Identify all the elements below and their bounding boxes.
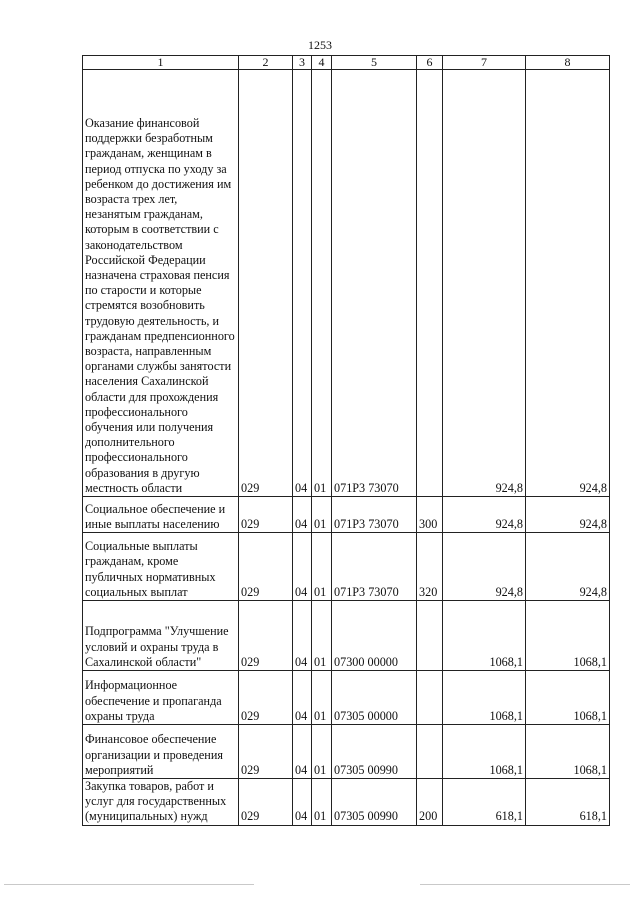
amount-cell: 924,8: [526, 497, 610, 533]
column-header: 3: [293, 56, 312, 70]
section-code-cell: 04: [293, 533, 312, 601]
target-article-cell: 071Р3 73070: [332, 497, 417, 533]
target-article-cell: 07305 00000: [332, 671, 417, 725]
amount-cell: 1068,1: [443, 671, 526, 725]
column-header: 8: [526, 56, 610, 70]
expense-type-cell: 200: [417, 779, 443, 826]
ministry-code-cell: 029: [239, 497, 293, 533]
subsection-code-cell: 01: [312, 533, 332, 601]
column-header: 7: [443, 56, 526, 70]
ministry-code-cell: 029: [239, 601, 293, 671]
row-name-cell: Социальные выплаты гражданам, кроме публичных нормативных социальных выплат: [83, 533, 239, 601]
expense-type-cell: [417, 725, 443, 779]
table-row: [83, 671, 610, 725]
amount-cell: 1068,1: [526, 601, 610, 671]
amount-cell: 924,8: [526, 70, 610, 497]
amount-cell: 924,8: [443, 497, 526, 533]
amount-cell: 618,1: [526, 779, 610, 826]
subsection-code-cell: 01: [312, 70, 332, 497]
row-name-cell: Социальное обеспечение и иные выплаты населению: [83, 497, 239, 533]
expense-type-cell: [417, 601, 443, 671]
table-row: [83, 533, 610, 601]
page-number: 1253: [308, 38, 332, 52]
amount-cell: 924,8: [443, 70, 526, 497]
ministry-code-cell: 029: [239, 70, 293, 497]
subsection-code-cell: 01: [312, 497, 332, 533]
amount-cell: 1068,1: [526, 725, 610, 779]
budget-table: [82, 55, 610, 826]
expense-type-cell: 300: [417, 497, 443, 533]
scan-artifact-line: [4, 884, 254, 885]
section-code-cell: 04: [293, 601, 312, 671]
expense-type-cell: [417, 671, 443, 725]
target-article-cell: 071Р3 73070: [332, 533, 417, 601]
section-code-cell: 04: [293, 725, 312, 779]
amount-cell: 924,8: [443, 533, 526, 601]
row-name-cell: Финансовое обеспечение организации и проведения мероприятий: [83, 725, 239, 779]
section-code-cell: 04: [293, 70, 312, 497]
amount-cell: 924,8: [526, 533, 610, 601]
table-header-row: [83, 56, 610, 70]
table-row: [83, 497, 610, 533]
scan-artifact-line: [420, 884, 630, 885]
amount-cell: 618,1: [443, 779, 526, 826]
row-name-cell: Информационное обеспечение и пропаганда охраны труда: [83, 671, 239, 725]
ministry-code-cell: 029: [239, 533, 293, 601]
ministry-code-cell: 029: [239, 671, 293, 725]
expense-type-cell: [417, 70, 443, 497]
amount-cell: 1068,1: [526, 671, 610, 725]
target-article-cell: 071Р3 73070: [332, 70, 417, 497]
subsection-code-cell: 01: [312, 671, 332, 725]
row-name-cell: Оказание финансовой поддержки безработным гражданам, женщинам в период отпуска по уходу за ребенком до достижения им возраста трех лет, незанятым гражданам, которым в соответствии с законодательством Российской Федерации назначена страховая пенсия по старости и которые стремятся возобновить трудовую деятельность, и гражданам предпенсионного возраста, направленным органами службы занятости населения Сахалинской области для прохождения профессионального обучения или получения дополнительного профессионального образования в другую местность области: [83, 70, 239, 497]
expense-type-cell: 320: [417, 533, 443, 601]
target-article-cell: 07300 00000: [332, 601, 417, 671]
target-article-cell: 07305 00990: [332, 725, 417, 779]
subsection-code-cell: 01: [312, 725, 332, 779]
column-header: 4: [312, 56, 332, 70]
table-row: [83, 779, 610, 826]
ministry-code-cell: 029: [239, 725, 293, 779]
section-code-cell: 04: [293, 779, 312, 826]
table-row: [83, 70, 610, 497]
subsection-code-cell: 01: [312, 601, 332, 671]
column-header: 1: [83, 56, 239, 70]
column-header: 6: [417, 56, 443, 70]
column-header: 2: [239, 56, 293, 70]
amount-cell: 1068,1: [443, 601, 526, 671]
table-row: [83, 725, 610, 779]
table-row: [83, 601, 610, 671]
amount-cell: 1068,1: [443, 725, 526, 779]
ministry-code-cell: 029: [239, 779, 293, 826]
subsection-code-cell: 01: [312, 779, 332, 826]
row-name-cell: Подпрограмма "Улучшение условий и охраны труда в Сахалинской области": [83, 601, 239, 671]
column-header: 5: [332, 56, 417, 70]
section-code-cell: 04: [293, 497, 312, 533]
section-code-cell: 04: [293, 671, 312, 725]
row-name-cell: Закупка товаров, работ и услуг для государственных (муниципальных) нужд: [83, 779, 239, 826]
target-article-cell: 07305 00990: [332, 779, 417, 826]
